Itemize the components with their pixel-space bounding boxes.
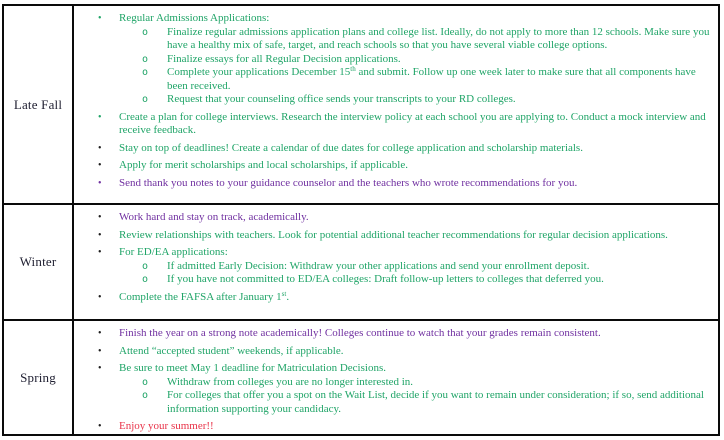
list-item	[74, 273, 710, 287]
circle-bullet-icon: o	[142, 274, 149, 285]
disc-bullet-icon: •	[98, 229, 102, 241]
circle-bullet-icon: o	[142, 67, 149, 78]
circle-bullet-icon: o	[142, 53, 149, 65]
item-text: Apply for merit scholarships and local scholarships, if applicable.	[119, 159, 408, 171]
list-item	[74, 12, 710, 26]
row-header-cell	[4, 321, 74, 434]
item-text: Complete the FAFSA after January 1st.	[119, 289, 290, 303]
disc-bullet-icon: •	[98, 247, 102, 258]
list-item	[74, 229, 710, 243]
row-header-cell	[4, 6, 74, 203]
item-text: Finalize regular admissions application plans and college list. Ideally, do not apply to more than 12 schools. Make sure you have a healthy mix of safe, target, and reach schools so that you have several viable college options.	[167, 25, 710, 51]
item-text: If admitted Early Decision: Withdraw your other applications and send your enrollment deposit.	[167, 259, 590, 272]
circle-bullet-icon: o	[142, 26, 149, 38]
disc-bullet-icon: •	[98, 13, 102, 24]
list-item	[74, 211, 710, 225]
row-label: Late Fall	[13, 96, 63, 112]
item-text: Withdraw from colleges you are no longer interested in.	[167, 375, 414, 388]
disc-bullet-icon: •	[98, 160, 102, 171]
table-row	[4, 319, 718, 434]
circle-bullet-icon: o	[142, 390, 149, 401]
list-item	[74, 159, 710, 173]
disc-bullet-icon: •	[98, 177, 102, 189]
list-item	[74, 389, 710, 416]
row-content-cell	[74, 205, 718, 319]
disc-bullet-icon: •	[98, 111, 102, 123]
item-text: Work hard and stay on track, academically.	[119, 211, 309, 223]
disc-bullet-icon: •	[98, 291, 102, 303]
item-text: Create a plan for college interviews. Research the interview policy at each school you are applying to. Conduct a mock interview and receive feedback.	[119, 110, 706, 136]
item-text: Finalize essays for all Regular Decision applications.	[167, 52, 401, 65]
item-text: Request that your counseling office sends your transcripts to your RD colleges.	[167, 93, 516, 105]
list-item	[74, 420, 710, 434]
item-text: Send thank you notes to your guidance counselor and the teachers who wrote recommendations for you.	[119, 176, 578, 189]
list-item	[74, 93, 710, 107]
list-item	[74, 376, 710, 390]
disc-bullet-icon: •	[98, 421, 102, 432]
circle-bullet-icon: o	[142, 260, 149, 272]
list-item	[74, 291, 710, 305]
list-item	[74, 362, 710, 376]
list-item	[74, 53, 710, 67]
list-item	[74, 260, 710, 274]
item-text: Regular Admissions Applications:	[119, 12, 270, 24]
list-item	[74, 142, 710, 156]
table-row	[4, 203, 718, 319]
list-item	[74, 26, 710, 53]
disc-bullet-icon: •	[98, 328, 102, 339]
list-item	[74, 345, 710, 359]
row-label: Spring	[20, 369, 56, 385]
list-item	[74, 111, 710, 138]
row-label: Winter	[19, 254, 57, 269]
item-text: If you have not committed to ED/EA colleges: Draft follow-up letters to colleges that deferred you.	[167, 273, 604, 285]
college-timeline-table	[2, 4, 720, 436]
item-text: Enjoy your summer!!	[119, 420, 214, 432]
circle-bullet-icon: o	[142, 94, 149, 105]
item-text: Finish the year on a strong note academically! Colleges continue to watch that your grades remain consistent.	[119, 327, 601, 339]
row-header-cell	[4, 205, 74, 319]
item-text: Stay on top of deadlines! Create a calendar of due dates for college application and scholarship materials.	[119, 141, 583, 154]
row-content-cell	[74, 6, 718, 203]
disc-bullet-icon: •	[98, 212, 102, 223]
table-row	[4, 6, 718, 203]
disc-bullet-icon: •	[98, 363, 102, 374]
list-item	[74, 66, 710, 93]
item-text: Complete your applications December 15th and submit. Follow up one week later to make sure that all components have been received.	[167, 65, 696, 92]
list-item	[74, 177, 710, 191]
circle-bullet-icon: o	[142, 376, 149, 388]
item-text: Attend “accepted student” weekends, if applicable.	[119, 344, 344, 357]
item-text: For ED/EA applications:	[119, 246, 228, 258]
disc-bullet-icon: •	[98, 142, 102, 154]
list-item	[74, 327, 710, 341]
item-text: Review relationships with teachers. Look for potential additional teacher recommendations for regular decision applications.	[119, 228, 668, 241]
item-text: For colleges that offer you a spot on the Wait List, decide if you want to remain under consideration; if so, send additional information supporting your candidacy.	[167, 389, 704, 415]
list-item	[74, 246, 710, 260]
disc-bullet-icon: •	[98, 345, 102, 357]
item-text: Be sure to meet May 1 deadline for Matriculation Decisions.	[119, 362, 386, 374]
row-content-cell	[74, 321, 718, 434]
